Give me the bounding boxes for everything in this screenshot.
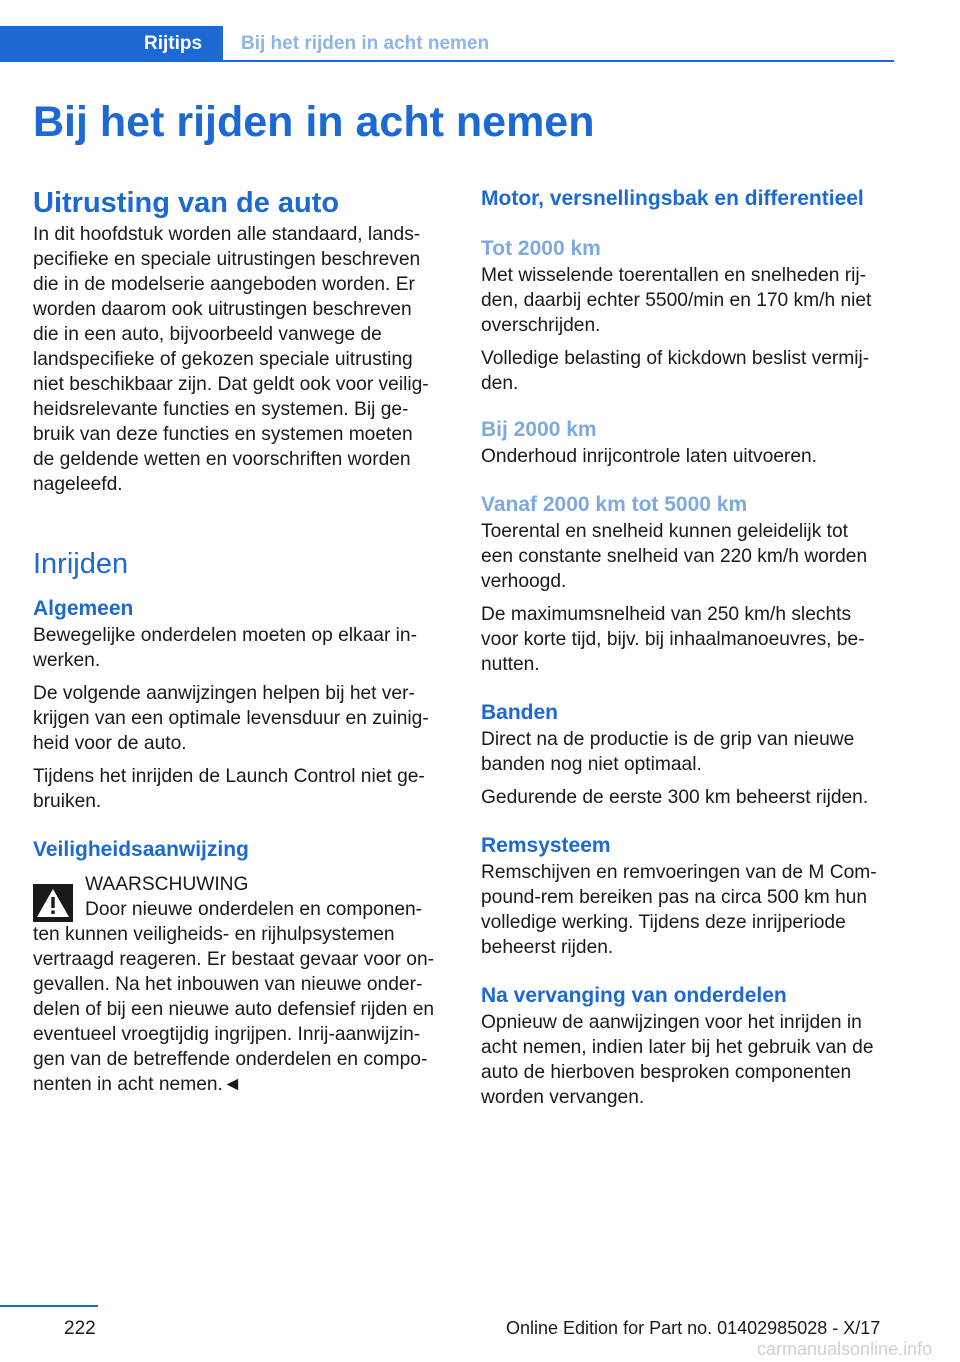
safety-heading: Veiligheidsaanwijzing [33,838,249,861]
from-2000-paragraph-2: De maximumsnelheid van 250 km/h slechts voor korte tijd, bijv. bij inhaalmanoeuvres, be- nutten. [481,604,865,675]
right-column [481,184,901,1110]
brakes-paragraph: Remschijven en remvoeringen van de M Com- pound-rem bereiken pas na circa 500 km hun volledige werking. Tijdens deze inrijperiode beheerst rijden. [481,862,877,958]
up-to-2000-paragraph-1: Met wisselende toerentallen en snelheden rij- den, daarbij echter 5500/min en 170 km/h niet overschrijden. [481,265,872,336]
page-title: Bij het rijden in acht nemen [33,98,595,146]
from-2000-heading: Vanaf 2000 km tot 5000 km [481,493,748,516]
warning-label: WAARSCHUWING [85,874,249,895]
breakin-paragraph-3: Tijdens het inrijden de Launch Control niet ge- bruiken. [33,766,425,812]
breakin-heading: Inrijden [33,548,129,580]
equipment-heading: Uitrusting van de auto [33,187,340,219]
up-to-2000-paragraph-2: Volledige belasting of kickdown beslist vermij- den. [481,348,870,394]
left-column [33,184,453,1097]
up-to-2000-heading: Tot 2000 km [481,237,601,260]
tires-paragraph-2: Gedurende de eerste 300 km beheerst rijden. [481,787,869,808]
watermark: carmanualsonline.info [757,1339,933,1359]
breakin-paragraph-2: De volgende aanwijzingen helpen bij het ver- krijgen van een optimale levensduur en zuinig- heid voor de auto. [33,683,429,754]
warning-triangle-icon [33,884,73,922]
after-replacement-heading: Na vervanging van onderdelen [481,984,787,1007]
warning-block [33,872,453,1097]
section-tab: Bij het rijden in acht nemen [223,26,894,62]
at-2000-heading: Bij 2000 km [481,418,597,441]
general-heading: Algemeen [33,597,134,620]
from-2000-paragraph-1: Toerental en snelheid kunnen geleidelijk tot een constante snelheid van 220 km/h worden verhoogd. [481,521,868,592]
footer-rule [0,1305,98,1307]
chapter-tab: Rijtips [0,26,223,62]
equipment-text: In dit hoofdstuk worden alle standaard, lands- pecifieke en speciale uitrustingen beschreven die in de modelserie aangeboden worden. Er worden daarom ook uitrustingen beschreven die in een auto, bijvoorbeeld vanwege de landspecifieke of gekozen speciale uitrusting niet beschikbaar zijn. Dat geldt ook voor veilig- heidsrelevante functies en systemen. Bij ge- bruik van deze functies en systemen moeten de geldende wetten en voorschriften worden nageleefd. [33,224,429,495]
tires-heading: Banden [481,701,559,724]
warning-text: WAARSCHUWING Door nieuwe onderdelen en componen- ten kunnen veiligheids- en rijhulpsystemen vertraagd reageren. Er bestaat gevaar voor on- gevallen. Na het inbouwen van nieuwe onder- delen of bij een nieuwe auto defensief rijden en eventueel vroegtijdig ingrijpen. Inrij-aanwijzin- gen van de betreffende onderdelen en compo- nenten in acht nemen.◄ [33,872,453,1097]
tires-paragraph-1: Direct na de productie is de grip van nieuwe banden nog niet optimaal. [481,729,855,775]
brakes-heading: Remsysteem [481,834,611,857]
engine-heading: Motor, versnellingsbak en differentieel [481,187,864,210]
page-number: 222 [64,1318,96,1339]
after-replacement-paragraph: Opnieuw de aanwijzingen voor het inrijden in acht nemen, indien later bij het gebruik van de auto de hierboven besproken componenten worden vervangen. [481,1012,874,1108]
running-header [0,26,894,62]
breakin-paragraph-1: Bewegelijke onderdelen moeten op elkaar in- werken. [33,625,417,671]
edition-note: Online Edition for Part no. 01402985028 - X/17 [506,1318,881,1338]
at-2000-paragraph: Onderhoud inrijcontrole laten uitvoeren. [481,446,817,467]
